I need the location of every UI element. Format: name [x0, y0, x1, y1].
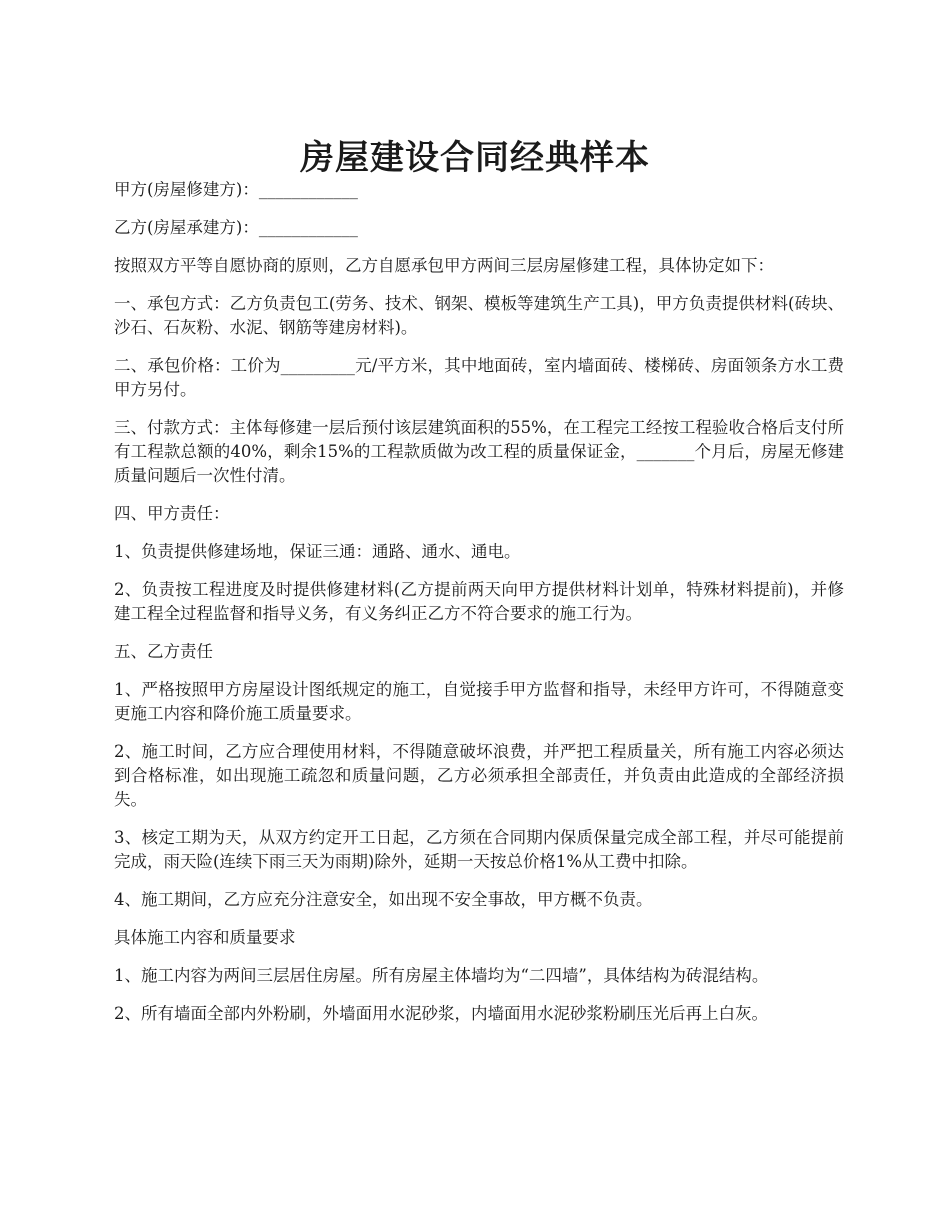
- party-a-duty-item: 2、负责按工程进度及时提供修建材料(乙方提前两天向甲方提供材料计划单，特殊材料提前)，并修建工程全过程监督和指导义务，有义务纠正乙方不符合要求的施工行为。: [114, 580, 844, 623]
- party-a-line: 甲方(房屋修建方)：____________: [114, 180, 358, 199]
- party-b-duty-item: 3、核定工期为天，从双方约定开工日起，乙方须在合同期内保质保量完成全部工程，并尽可能提前完成，雨天险(连续下雨三天为雨期)除外，延期一天按总价格1%从工费中扣除。: [114, 828, 844, 871]
- document-body: [114, 178, 844, 1040]
- construction-requirement-item: 2、所有墙面全部内外粉刷，外墙面用水泥砂浆，内墙面用水泥砂浆粉刷压光后再上白灰。: [114, 1004, 768, 1023]
- document-title: 房屋建设合同经典样本: [300, 137, 650, 178]
- party-b-duty-item: 4、施工期间，乙方应充分注意安全，如出现不安全事故，甲方概不负责。: [114, 890, 653, 909]
- construction-requirements-heading: 具体施工内容和质量要求: [114, 928, 296, 947]
- party-b-duty-item: 1、严格按照甲方房屋设计图纸规定的施工，自觉接手甲方监督和指导，未经甲方许可，不得随意变更施工内容和降价施工质量要求。: [114, 680, 844, 723]
- party-b-duties-heading: 五、乙方责任: [114, 642, 213, 661]
- party-b-duty-item: 2、施工时间，乙方应合理使用材料，不得随意破坏浪费，并严把工程质量关，所有施工内容必须达到合格标准，如出现施工疏忽和质量问题，乙方必须承担全部责任，并负责由此造成的全部经济损失。: [114, 742, 844, 809]
- contract-method-clause: 一、承包方式：乙方负责包工(劳务、技术、钢架、模板等建筑生产工具)，甲方负责提供材料(砖块、沙石、石灰粉、水泥、钢筋等建房材料)。: [114, 294, 844, 337]
- party-b-line: 乙方(房屋承建方)：____________: [114, 218, 358, 237]
- preamble-paragraph: 按照双方平等自愿协商的原则，乙方自愿承包甲方两间三层房屋修建工程，具体协定如下：: [114, 256, 774, 275]
- party-a-duty-item: 1、负责提供修建场地，保证三通：通路、通水、通电。: [114, 542, 521, 561]
- payment-method-clause: 三、付款方式：主体每修建一层后预付该层建筑面积的55%，在工程完工经按工程验收合格后支付所有工程款总额的40%，剩余15%的工程款质做为改工程的质量保证金，_______个月后，房屋无修建质量问题后一次性付清。: [114, 418, 844, 485]
- party-a-duties-heading: 四、甲方责任：: [114, 504, 230, 523]
- construction-requirement-item: 1、施工内容为两间三层居住房屋。所有房屋主体墙均为“二四墙”，具体结构为砖混结构。: [114, 966, 769, 985]
- contract-price-clause: 二、承包价格：工价为_________元/平方米，其中地面砖，室内墙面砖、楼梯砖、房面领条方水工费甲方另付。: [114, 356, 844, 399]
